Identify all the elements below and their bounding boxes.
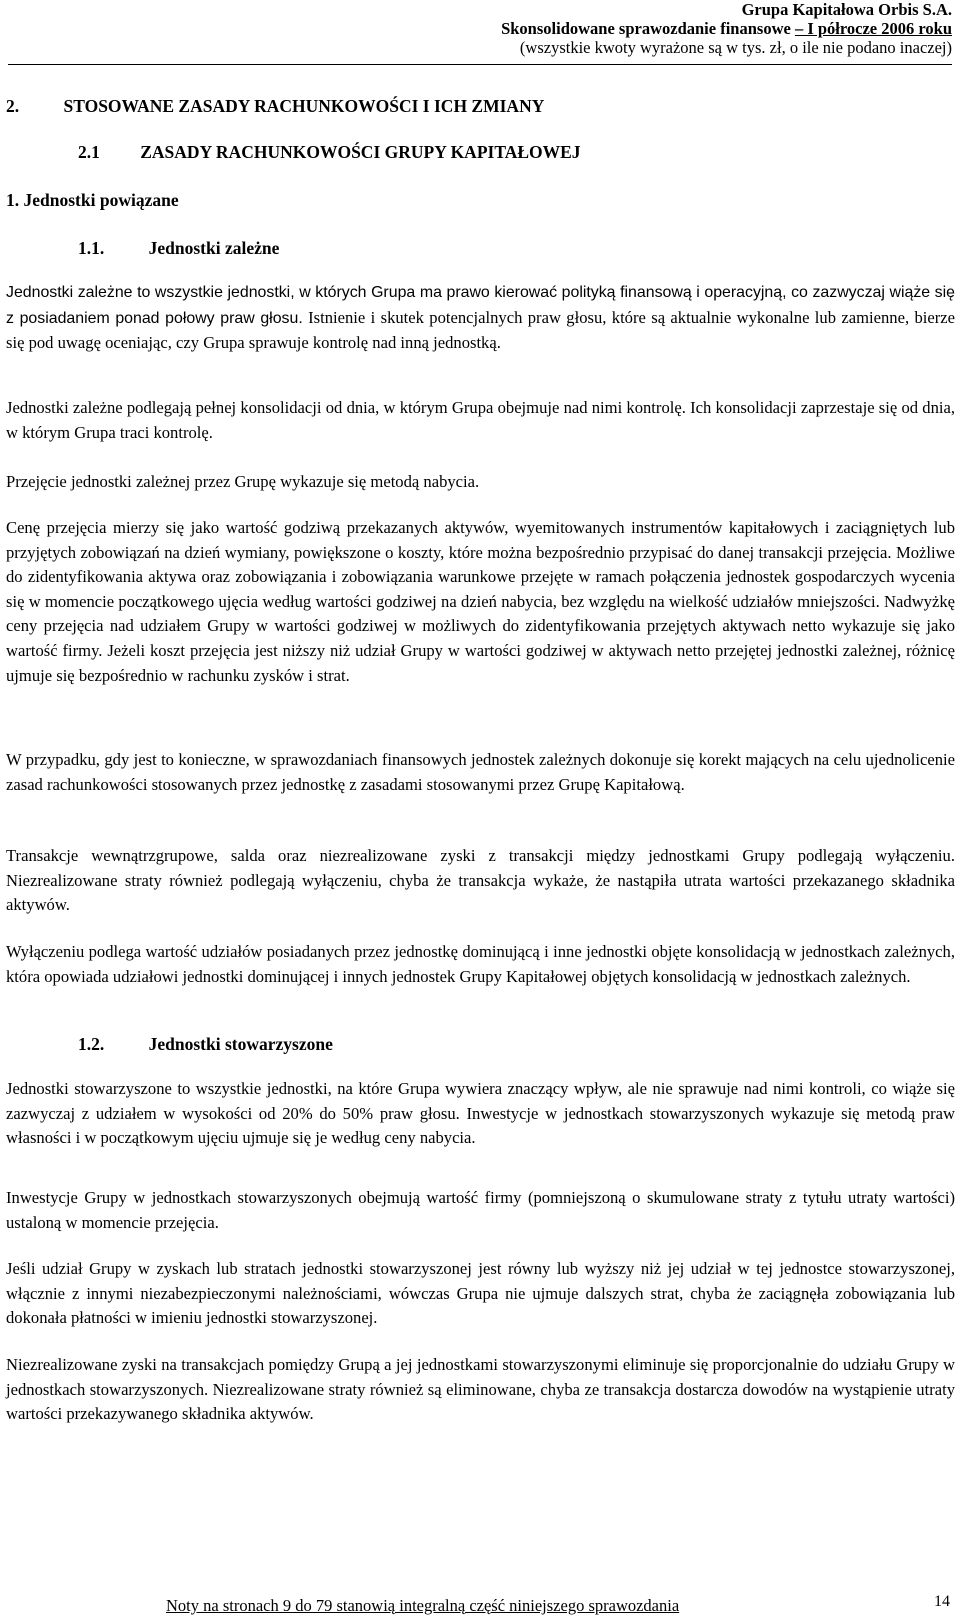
paragraph-acquisition-method: Przejęcie jednostki zależnej przez Grupę wykazuje się metodą nabycia. — [6, 472, 480, 491]
header-divider — [8, 64, 952, 65]
section-heading-2 — [6, 96, 544, 117]
paragraph-associates-losses: Jeśli udział Grupy w zyskach lub stratach jednostki stowarzyszonej jest równy lub wyższy niż jej udział w tej jednostce stowarzyszonej, włącznie z innymi niezabezpieczonymi należnościami, wówczas Grupa nie ujmuje dalszych strat, chyba że zaciągnęła zobowiązania lub dokonała płatności w imieniu jednostki stowarzyszonej. — [6, 1259, 955, 1328]
paragraph-elimination-of-shares: Wyłączeniu podlega wartość udziałów posiadanych przez jednostkę dominującą i inne jednostki objęte konsolidacją w jednostkach zależnych, która opowiada udziałowi jednostki dominującej i innych jednostek Grupy Kapitałowej objętych konsolidacją w jednostkach zależnych. — [6, 942, 955, 986]
company-name: Grupa Kapitałowa Orbis S.A. — [741, 0, 952, 19]
potential-voting-rights-sentence: Istnienie i skutek potencjalnych praw głosu, które są aktualnie wykonalne lub zamienne, bierze się pod uwagę oceniając, czy Grupa sprawuje kontrolę nad inną jednostką. — [6, 307, 955, 353]
section-heading-2-1 — [78, 142, 581, 163]
amounts-note: (wszystkie kwoty wyrażone są w tys. zł, o ile nie podano inaczej) — [519, 38, 952, 57]
paragraph-acquisition-cost: Cenę przejęcia mierzy się jako wartość godziwą przekazanych aktywów, wyemitowanych instrumentów kapitałowych i zaciągniętych lub przyjętych zobowiązań na dzień wymiany, powiększone o koszty, które można bezpośrednio przypisać do danej transakcji przejęcia. Możliwe do zidentyfikowania aktywa oraz zobowiązania i zobowiązania warunkowe przejęte w ramach połączenia jednostek gospodarczych wycenia się w momencie początkowego ujęcia według wartości godziwej na dzień nabycia, bez względu na wielkość udziałów mniejszości. Nadwyżkę ceny przejęcia nad udziałem Grupy w wartości godziwej w możliwych do zidentyfikowania przejętych aktywach netto wykazuje się jako wartość firmy. Jeżeli koszt przejęcia jest niższy niż udział Grupy w wartości godziwej w aktywach netto przejętej jednostki zależnej, różnicę ujmuje się bezpośrednio w rachunku zysków i strat. — [6, 518, 955, 685]
report-title — [252, 19, 952, 38]
subsection-heading-1-1 — [78, 238, 279, 259]
definition-sentence: Jednostki zależne to wszystkie jednostki, w których Grupa ma prawo kierować polityką finansową i operacyjną, co zazwyczaj wiąże się z posiadaniem ponad połowy praw głosu. — [6, 284, 955, 327]
subsection-heading-1: 1. Jednostki powiązane — [6, 190, 179, 210]
section-number: 1.1. — [78, 238, 105, 258]
page-number: 14 — [934, 1593, 950, 1610]
section-title: Jednostki stowarzyszone — [148, 1034, 333, 1054]
paragraph-accounting-adjustments: W przypadku, gdy jest to konieczne, w sprawozdaniach finansowych jednostek zależnych dokonuje się korekt mających na celu ujednolicenie zasad rachunkowości stosowanych przez jednostkę z zasadami stosowanymi przez Grupę Kapitałową. — [6, 750, 955, 794]
section-number: 2. — [6, 96, 20, 116]
section-title: STOSOWANE ZASADY RACHUNKOWOŚCI I ICH ZMIANY — [63, 96, 545, 116]
paragraph-unrealised-gains: Niezrealizowane zyski na transakcjach pomiędzy Grupą a jej jednostkami stowarzyszonymi eliminuje się proporcjonalnie do udziału Grupy w jednostkach stowarzyszonych. Niezrealizowane straty również są eliminowane, chyba ze transakcja dostarcza dowodów na wystąpienie utraty wartości przekazywanego składnika aktywów. — [6, 1355, 955, 1424]
report-prefix: Skonsolidowane sprawozdanie finansowe — [501, 19, 795, 38]
paragraph-associates-goodwill: Inwestycje Grupy w jednostkach stowarzyszonych obejmują wartość firmy (pomniejszoną o skumulowane straty z tytułu utraty wartości) ustaloną w momencie przejęcia. — [6, 1188, 955, 1232]
section-title: ZASADY RACHUNKOWOŚCI GRUPY KAPITAŁOWEJ — [140, 142, 581, 162]
paragraph-associates-definition: Jednostki stowarzyszone to wszystkie jednostki, na które Grupa wywiera znaczący wpływ, ale nie sprawuje nad nimi kontroli, co wiąże się zazwyczaj z udziałem w wysokości od 20% do 50% praw głosu. Inwestycje w jednostkach stowarzyszonych wykazuje się metodą praw własności i w początkowym ujęciu ujmuje się je według ceny nabycia. — [6, 1079, 955, 1148]
section-number: 2.1 — [78, 142, 100, 162]
paragraph-intragroup-transactions: Transakcje wewnątrzgrupowe, salda oraz niezrealizowane zyski z transakcji między jednostkami Grupy podlegają wyłączeniu. Niezrealizowane straty również podlegają wyłączeniu, chyba że transakcja wykaże, że nastąpiła utrata wartości przekazanego składnika aktywów. — [6, 846, 955, 915]
section-title: Jednostki zależne — [148, 238, 280, 258]
paragraph-consolidation: Jednostki zależne podlegają pełnej konsolidacji od dnia, w którym Grupa obejmuje nad nimi kontrolę. Ich konsolidacji zaprzestaje się od dnia, w którym Grupa traci kontrolę. — [6, 398, 955, 442]
report-period: – I półrocze 2006 roku — [794, 19, 952, 38]
paragraph-subsidiaries-definition — [6, 280, 955, 356]
page-header — [252, 0, 952, 57]
subsection-heading-1-2 — [78, 1034, 333, 1055]
section-number: 1.2. — [78, 1034, 105, 1054]
footer-note: Noty na stronach 9 do 79 stanowią integralną część niniejszego sprawozdania — [166, 1596, 680, 1615]
